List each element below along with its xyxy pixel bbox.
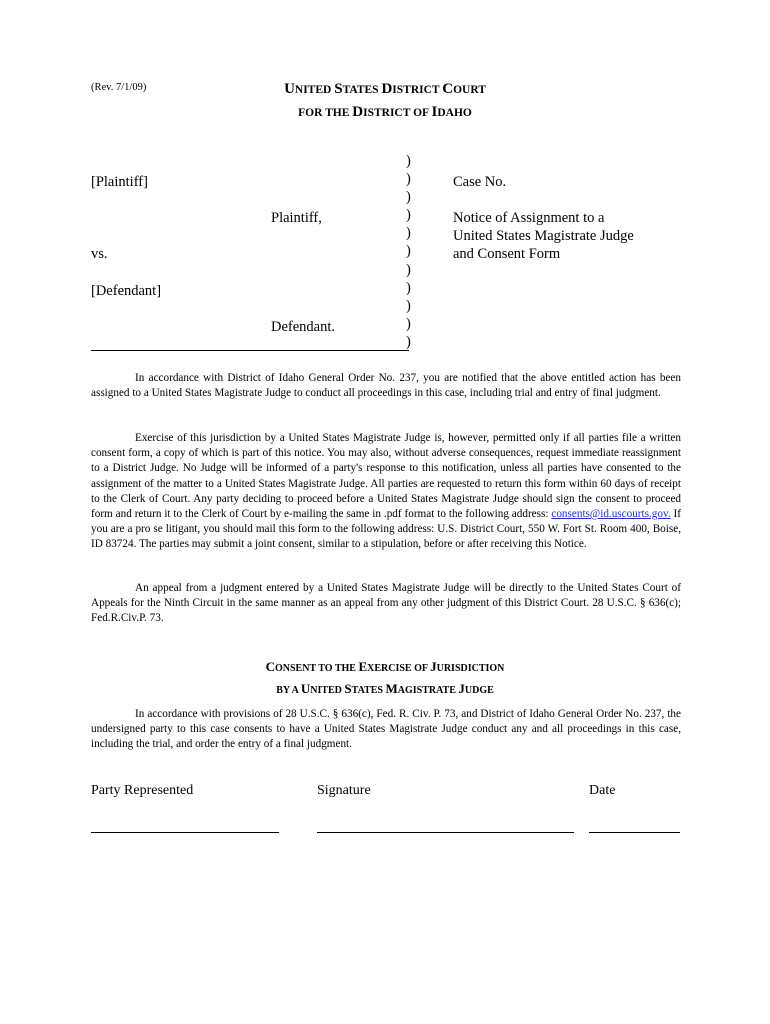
consent-title-line-1: CONSENT TO THE EXERCISE OF JURISDICTION	[265, 659, 505, 674]
court-name-line: UNITED STATES DISTRICT COURT	[284, 81, 486, 97]
case-number-label: Case No.	[453, 174, 507, 190]
notice-title-line-2: United States Magistrate Judge	[453, 228, 634, 244]
court-title	[0, 78, 770, 124]
signature-field[interactable]	[317, 832, 574, 833]
notice-title-line-3: and Consent Form	[453, 246, 561, 262]
date-label: Date	[589, 783, 616, 798]
consent-email-link[interactable]: consents@id.uscourts.gov.	[551, 508, 671, 521]
consent-title-line-2: BY A UNITED STATES MAGISTRATE JUDGE	[276, 681, 494, 696]
versus-label: vs.	[91, 246, 108, 262]
notice-title-line-1: Notice of Assignment to a	[453, 210, 605, 226]
date-field[interactable]	[589, 832, 680, 833]
notice-paragraph-2: Exercise of this jurisdiction by a United States Magistrate Judge is, however, permitted only if all parties file a written consent form, a copy of which is part of this notice. You may also, without adverse consequences, request immediate reassignment to a District Judge. No Judge will be informed of a party's response to this notification, unless all parties have consented to the assignment of the matter to a United States Magistrate Judge. All parties are requested to return this form within 60 days of receipt to the Clerk of Court. Any party deciding to proceed before a United States Magistrate Judge should sign the consent to proceed form and return it to the Clerk of Court by e-mailing the same in .pdf format to the following address: consents@id.uscourts.gov. If you are a pro se litigant, you should mail this form to the following address: U.S. District Court, 550 W. Fort St. Room 400, Boise, ID 83724. The parties may submit a joint consent, similar to a stipulation, before or after receiving this Notice.	[91, 432, 681, 551]
district-line: FOR THE DISTRICT OF IDAHO	[298, 104, 472, 120]
signature-label: Signature	[317, 783, 371, 798]
party-represented-label: Party Represented	[91, 783, 194, 798]
notice-paragraph-1: In accordance with District of Idaho General Order No. 237, you are notified that the above entitled action has been assigned to a United States Magistrate Judge to conduct all proceedings in this case, including trial and entry of final judgment.	[91, 372, 681, 400]
notice-paragraph-3: An appeal from a judgment entered by a United States Magistrate Judge will be directly to the United States Court of Appeals for the Ninth Circuit in the same manner as an appeal from any other judgment of this District Court. 28 U.S.C. § 636(c); Fed.R.Civ.P. 73.	[91, 582, 681, 625]
plaintiff-role: Plaintiff,	[271, 210, 322, 226]
party-represented-field[interactable]	[91, 832, 279, 833]
consent-paragraph: In accordance with provisions of 28 U.S.C. § 636(c), Fed. R. Civ. P. 73, and District of Idaho General Order No. 237, the undersigned party to this case consents to have a United States Magistrate Judge conduct any and all proceedings in this case, including the trial, and order the entry of a final judgment.	[91, 708, 681, 751]
defendant-role: Defendant.	[271, 319, 336, 335]
consent-title	[0, 657, 770, 701]
caption-underline	[91, 350, 409, 351]
plaintiff-placeholder[interactable]: [Plaintiff]	[91, 174, 148, 190]
revision-date: (Rev. 7/1/09)	[91, 82, 147, 93]
defendant-placeholder[interactable]: [Defendant]	[91, 283, 162, 299]
caption-parentheses: ) ) ) ) ) ) ) ) ) ) )	[406, 153, 411, 350]
